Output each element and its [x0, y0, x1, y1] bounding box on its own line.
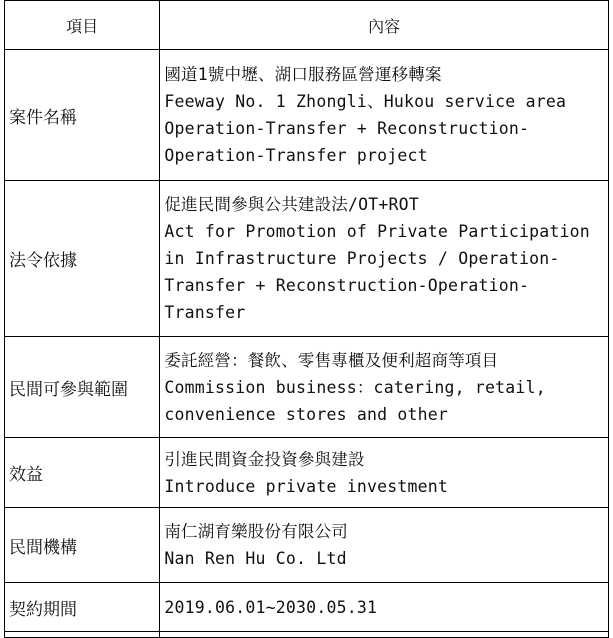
content-line: convenience stores and other — [164, 404, 449, 424]
content-line: Transfer — [164, 303, 246, 322]
row-content — [160, 337, 609, 438]
content-line: Introduce private investment — [164, 476, 449, 496]
content-line: Act for Promotion of Private Participation — [164, 222, 590, 241]
header-content: 內容 — [160, 1, 609, 50]
table-row-project-name — [5, 50, 609, 181]
table-row-benefit — [5, 438, 609, 508]
row-label: 效益 — [5, 438, 160, 508]
table-row-contract-period — [5, 583, 609, 632]
row-label: 民間機構 — [5, 508, 160, 583]
content-line: 委託經營：餐飲、零售專櫃及便利超商等項目 — [164, 350, 499, 370]
content-line: Feeway No. 1 Zhongli、Hukou service area — [164, 92, 567, 111]
content-line: 促進民間參與公共建設法/OT+ROT — [164, 195, 419, 214]
row-label: 案件名稱 — [5, 50, 160, 181]
table-header-row — [5, 1, 609, 50]
content-line: Nan Ren Hu Co. Ltd — [164, 549, 347, 568]
header-item: 項目 — [5, 1, 160, 50]
row-label: 契約期間 — [5, 583, 160, 632]
row-label: 法令依據 — [5, 181, 160, 337]
content-line: Transfer + Reconstruction-Operation- — [164, 276, 530, 295]
content-line: 國道1號中壢、湖口服務區營運移轉案 — [164, 65, 442, 84]
row-content — [160, 508, 609, 583]
content-line: in Infrastructure Projects / Operation- — [164, 249, 560, 268]
table-row-legal-basis — [5, 181, 609, 337]
row-label: 民間可參與範圍 — [5, 337, 160, 438]
content-line: 南仁湖育樂股份有限公司 — [164, 522, 349, 541]
content-line: Operation-Transfer project — [164, 146, 428, 165]
row-content — [160, 181, 609, 337]
table-row-scope — [5, 337, 609, 438]
row-content — [160, 583, 609, 632]
row-content — [160, 438, 609, 508]
content-line: Commission business：catering, retail, — [164, 377, 546, 397]
row-content — [160, 50, 609, 181]
content-line: 引進民間資金投資參與建設 — [164, 449, 365, 469]
project-info-table — [4, 0, 609, 638]
content-line: 2019.06.01~2030.05.31 — [164, 597, 378, 617]
table-row-private-entity — [5, 508, 609, 583]
content-line: Operation-Transfer + Reconstruction- — [164, 119, 530, 138]
